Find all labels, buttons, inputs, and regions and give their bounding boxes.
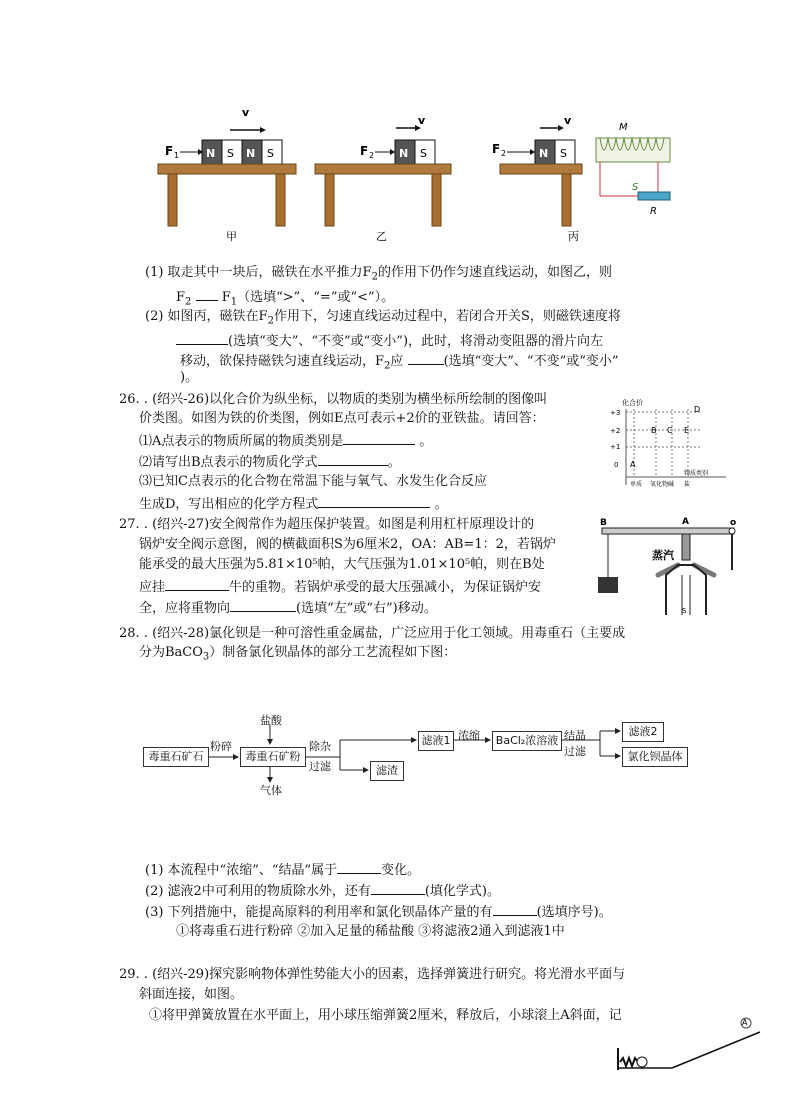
svg-text:物质类别: 物质类别 [684,470,709,477]
svg-text:F: F [492,142,501,156]
svg-text:E: E [684,426,690,435]
q28-line2: 分为BaCO$_3$）制备氯化钡晶体的部分工艺流程如下图： [139,645,457,663]
svg-text:N: N [539,147,549,160]
svg-text:S: S [267,147,274,160]
svg-text:S: S [560,147,567,160]
flow-label-crush: 粉碎 [210,740,232,753]
flow-label-remove: 除杂 [309,740,331,753]
q26-line1: 26. . (绍兴-26)以化合价为纵坐标，以物质的类别为横坐标所绘制的图像叫 [119,392,548,407]
svg-text:S: S [632,182,639,193]
q26-line5: ⑶已知C点表示的化合物在常温下能与氧气、水发生化合反应 [139,474,487,489]
flow-box-bacl2: BaCl₂浓溶液 [492,731,562,751]
q26-line2: 价类图。如图为铁的价类图，例如E点可表示+2价的亚铁盐。请回答： [139,411,545,426]
q28-part1: (1) 本流程中“浓缩”、“结晶”属于 变化。 [145,863,421,878]
q27-line1: 27. . (绍兴-27)安全阀常作为超压保护装置。如图是利用杠杆原理设计的 [119,517,535,532]
q25-part2-line3: 移动，欲保持磁铁匀速直线运动，$F_2$应 (选填“变大”、“不变”或“变小” [180,354,619,372]
svg-text:R: R [650,206,657,217]
flow-box-filtrate2: 滤液2 [622,722,664,742]
svg-text:蒸汽: 蒸汽 [652,549,674,562]
svg-text:B: B [600,518,607,528]
svg-text:N: N [399,147,409,160]
q27-line2: 锅炉安全阀示意图，阀的横截面积S为6厘米2，OA：AB=1：2，若锅炉 [139,537,556,552]
q29-line2: 斜面连接，如图。 [139,987,244,1002]
flow-label-crystallize: 结晶 [564,729,586,742]
svg-text:v: v [564,114,572,127]
q25-part2-line1: (2) 如图丙，磁铁在$F_2$作用下，匀速直线运动过程中，若闭合开关S，则磁铁速度将 [145,309,621,327]
svg-text:o: o [730,518,737,528]
q28-part3: (3) 下列措施中，能提高原料的利用率和氯化钡晶体产量的有 (选填序号)。 [145,905,612,920]
svg-text:盐: 盐 [684,481,691,488]
q27-line3: 能承受的最大压强为5.81×10⁵帕，大气压强为1.01×10⁵帕，则在B处 [139,557,545,572]
svg-text:乙: 乙 [376,230,387,243]
flow-label-hcl: 盐酸 [260,714,282,727]
svg-text:A: A [630,460,636,469]
svg-text:单质: 单质 [630,481,643,488]
flow-box-powder: 毒重石矿粉 [240,747,306,767]
svg-text:+3: +3 [610,409,621,417]
q26-line4: ⑵请写出B点表示的物质化学式 。 [139,455,401,470]
figure-caption: 甲 [226,230,237,243]
svg-text:1: 1 [174,151,180,160]
q29-line3: ①将甲弹簧放置在水平面上，用小球压缩弹簧2厘米，释放后，小球滚上A斜面，记 [149,1008,622,1023]
q25-part1-line1: (1) 取走其中一块后，磁铁在水平推力$F_2$的作用下仍作匀速直线运动，如图乙，则 [145,265,612,283]
svg-text:氧化物: 氧化物 [650,481,669,488]
svg-text:0: 0 [614,461,619,469]
answer-blank[interactable] [337,861,381,874]
flow-label-filter1: 过滤 [309,760,331,773]
svg-text:A: A [742,1018,748,1027]
velocity-label: v [242,108,250,119]
force-label: F [165,144,174,158]
q25-part1-line2: $F_2$ $F_1$（选填“>”、“=”或“<”）。 [176,290,395,308]
q27-line4: 应挂 牛的重物。若锅炉承受的最大压强减小，为保证锅炉安 [139,580,542,595]
svg-text:丙: 丙 [568,230,579,243]
q28-options: ①将毒重石进行粉碎 ②加入足量的稀盐酸 ③将滤液2通入到滤液1中 [176,924,565,939]
spring-slope-figure [610,1010,765,1075]
flow-box-filtrate1: 滤液1 [418,731,454,751]
q25-part2-line4: )。 [180,370,199,385]
flow-box-ore: 毒重石矿石 [143,747,209,767]
svg-text:+2: +2 [610,427,621,435]
answer-blank[interactable] [371,882,425,895]
svg-text:v: v [418,114,426,127]
svg-text:S: S [227,147,234,160]
q26-line3: ⑴A点表示的物质所属的物质类别是 。 [139,434,433,449]
svg-text:D: D [694,405,701,414]
svg-text:2: 2 [501,149,507,158]
svg-text:S: S [420,147,427,160]
flow-label-concentrate: 浓缩 [458,729,480,742]
flow-label-gas: 气体 [260,784,282,797]
svg-text:F: F [360,144,369,158]
svg-text:B: B [651,426,657,435]
q29-line1: 29. . (绍兴-29)探究影响物体弹性势能大小的因素，选择弹簧进行研究。将光滑水平面与 [119,967,626,982]
svg-text:碱: 碱 [668,481,675,488]
q27-line5: 全，应将重物向 (选填“左”或“右”)移动。 [139,601,437,616]
flow-box-residue: 滤渣 [370,761,404,781]
q28-line1: 28. . (绍兴-28)氯化钡是一种可溶性重金属盐，广泛应用于化工领域。用毒重石（主要成 [119,626,626,641]
svg-text:N: N [246,147,256,160]
svg-text:S: S [682,607,687,615]
svg-text:2: 2 [369,151,375,160]
svg-text:N: N [206,147,216,160]
q26-line6: 生成D，写出相应的化学方程式 。 [139,497,448,512]
q28-part2: (2) 滤液2中可利用的物质除水外，还有 (填化学式)。 [145,884,500,899]
answer-blank[interactable] [493,903,537,916]
svg-text:+1: +1 [610,443,621,451]
svg-text:A: A [682,517,689,527]
chart-ylabel: 化合价 [622,399,643,407]
svg-text:M: M [619,122,628,133]
svg-text:C: C [667,426,673,435]
flow-box-crystal: 氯化钡晶体 [622,747,688,767]
q25-part2-line2: (选填“变大”、“不变”或“变小”)，此时，将滑动变阻器的滑片向左 [176,332,603,350]
flow-label-filter2: 过滤 [564,745,586,758]
